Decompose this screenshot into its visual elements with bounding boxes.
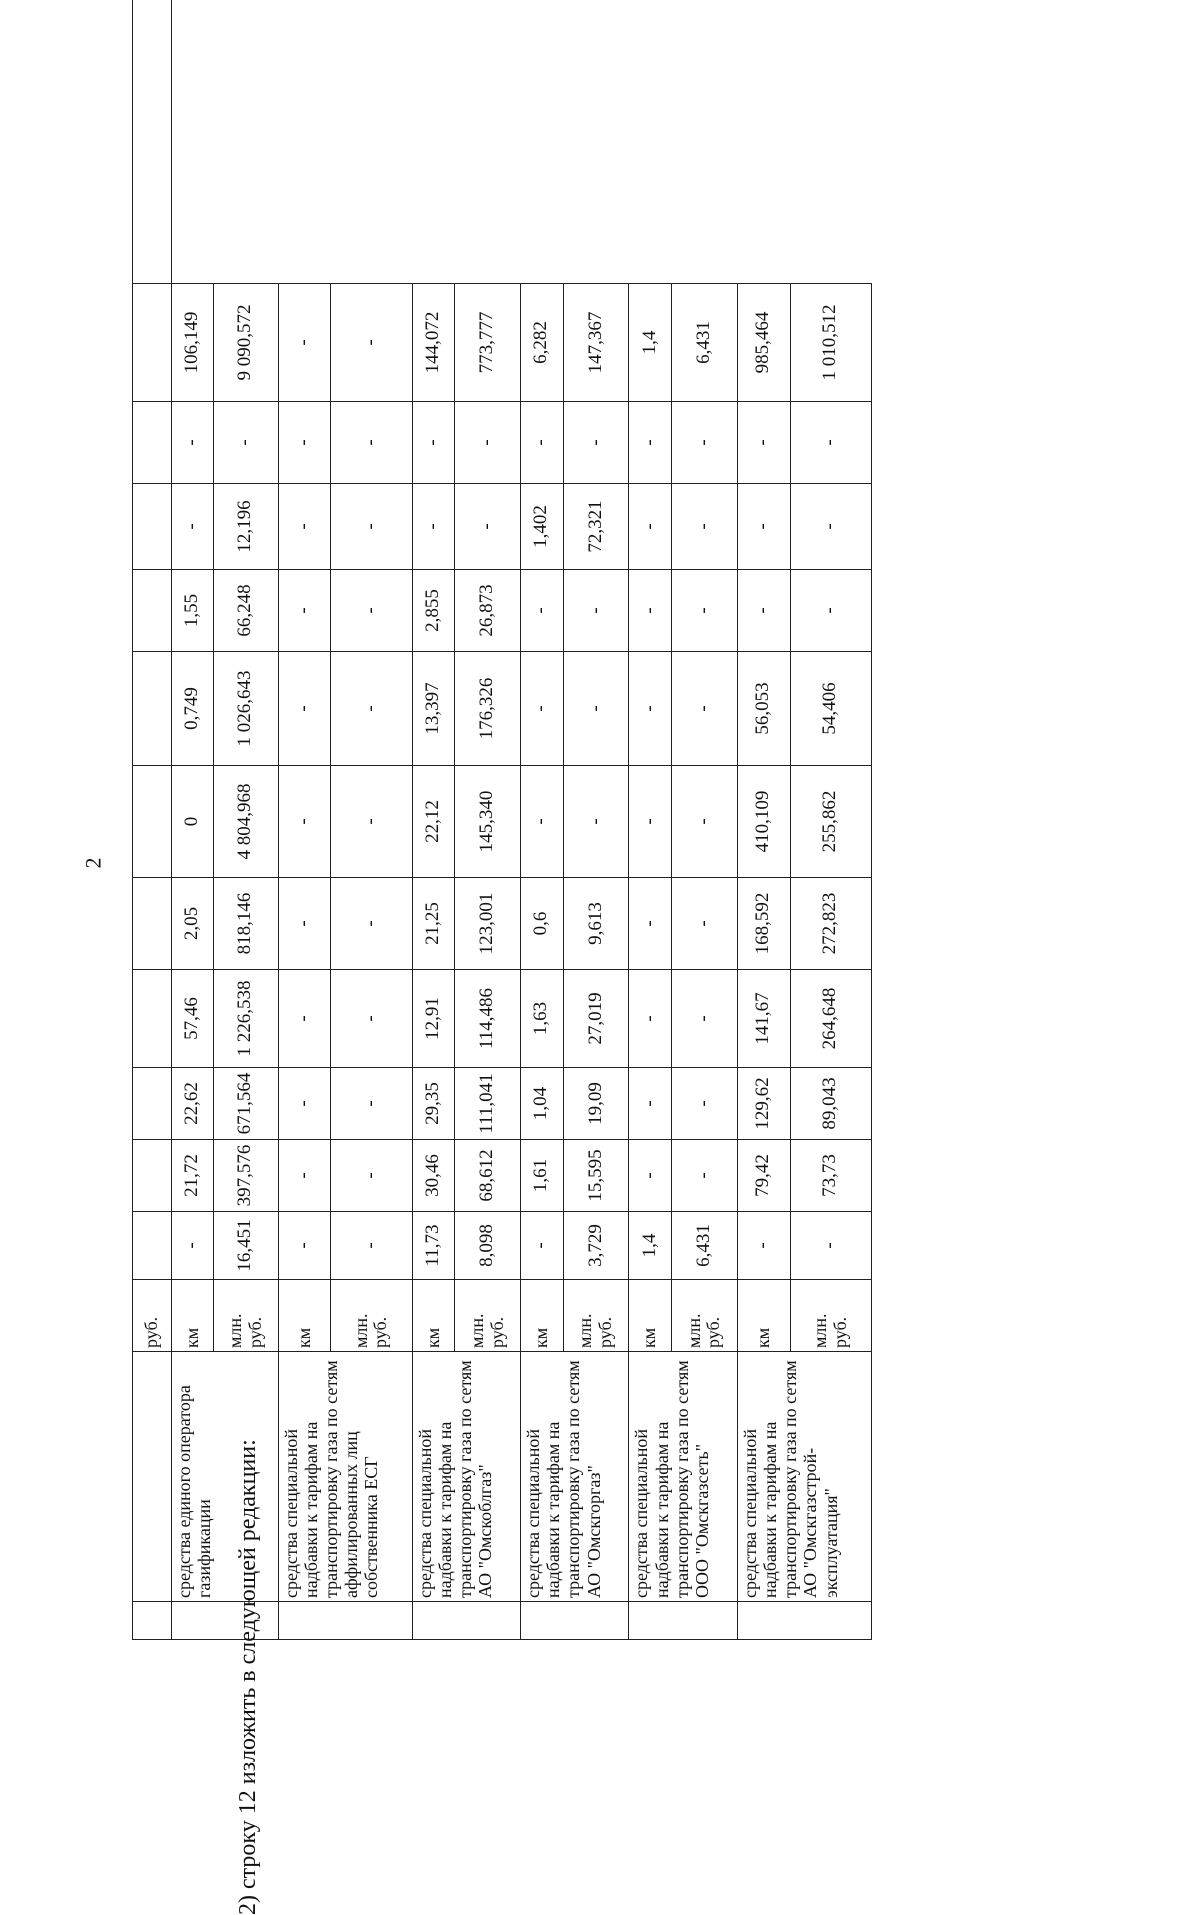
value-cell: 22,12 — [412, 766, 455, 878]
value-cell: - — [790, 484, 871, 570]
value-cell: 12,196 — [214, 484, 279, 570]
unit-cell: млн. руб. — [672, 1280, 738, 1352]
value-cell: 8,098 — [455, 1212, 521, 1280]
value-cell: 0,6 — [521, 878, 564, 970]
value-cell: 73,73 — [790, 1140, 871, 1212]
blank-cell — [133, 1352, 172, 1602]
value-cell: - — [172, 484, 214, 570]
table-row — [412, 0, 455, 1640]
value-cell: - — [455, 402, 521, 484]
value-cell: - — [278, 766, 331, 878]
value-cell: - — [331, 484, 412, 570]
value-cell: - — [521, 1212, 564, 1280]
value-cell: - — [672, 570, 738, 652]
value-cell: - — [629, 878, 672, 970]
value-cell: - — [672, 484, 738, 570]
value-cell: 13,397 — [412, 652, 455, 766]
value-cell: - — [172, 1212, 214, 1280]
footnote-text: 2) строку 12 изложить в следующей редакции: — [235, 1439, 261, 1915]
value-cell: - — [563, 570, 629, 652]
total-cell: - — [278, 284, 331, 402]
blank-cell — [133, 970, 172, 1068]
value-cell: 410,109 — [737, 766, 790, 878]
value-cell: - — [672, 1140, 738, 1212]
value-cell: - — [278, 1212, 331, 1280]
value-cell: 56,053 — [737, 652, 790, 766]
value-cell: - — [278, 570, 331, 652]
value-cell: - — [629, 970, 672, 1068]
total-cell: 6,282 — [521, 284, 564, 402]
value-cell: - — [672, 652, 738, 766]
value-cell: - — [214, 402, 279, 484]
blank-cell — [412, 1602, 520, 1640]
value-cell: 6,431 — [672, 1212, 738, 1280]
blank-cell — [278, 1602, 412, 1640]
total-cell: 1 010,512 — [790, 284, 871, 402]
value-cell: - — [331, 1068, 412, 1140]
value-cell: 264,648 — [790, 970, 871, 1068]
value-cell: 89,043 — [790, 1068, 871, 1140]
value-cell: - — [278, 1068, 331, 1140]
unit-cell: млн. руб. — [455, 1280, 521, 1352]
blank-cell — [133, 878, 172, 970]
value-cell: - — [672, 1068, 738, 1140]
value-cell: 26,873 — [455, 570, 521, 652]
total-cell: 147,367 — [563, 284, 629, 402]
value-cell: 15,595 — [563, 1140, 629, 1212]
unit-cell: км — [412, 1280, 455, 1352]
blank-cell — [521, 1602, 629, 1640]
value-cell: - — [331, 402, 412, 484]
total-cell: - — [331, 284, 412, 402]
funding-source-name: средства специальной надбавки к тарифам на транспортировку газа по сетям ООО "Омскгазсеть" — [629, 1352, 737, 1602]
blank-cell — [133, 402, 172, 484]
value-cell: - — [672, 878, 738, 970]
value-cell: 66,248 — [214, 570, 279, 652]
total-cell: 6,431 — [672, 284, 738, 402]
value-cell: 27,019 — [563, 970, 629, 1068]
unit-cell: км — [629, 1280, 672, 1352]
value-cell: 2,855 — [412, 570, 455, 652]
blank-cell — [737, 1602, 871, 1640]
value-cell: 1,402 — [521, 484, 564, 570]
value-cell: 671,564 — [214, 1068, 279, 1140]
value-cell: - — [629, 652, 672, 766]
value-cell: 1,61 — [521, 1140, 564, 1212]
value-cell: 1,04 — [521, 1068, 564, 1140]
blank-cell — [133, 652, 172, 766]
unit-cell: км — [278, 1280, 331, 1352]
page-number: 2 — [80, 857, 106, 869]
value-cell: - — [521, 652, 564, 766]
value-cell: 1,4 — [629, 1212, 672, 1280]
value-cell: 68,612 — [455, 1140, 521, 1212]
value-cell: 57,46 — [172, 970, 214, 1068]
value-cell: 111,041 — [455, 1068, 521, 1140]
value-cell: - — [790, 1212, 871, 1280]
value-cell: 255,862 — [790, 766, 871, 878]
value-cell: - — [278, 402, 331, 484]
value-cell: 4 804,968 — [214, 766, 279, 878]
value-cell: 0,749 — [172, 652, 214, 766]
value-cell: - — [737, 570, 790, 652]
value-cell: - — [521, 766, 564, 878]
value-cell: - — [278, 970, 331, 1068]
value-cell: 1 226,538 — [214, 970, 279, 1068]
value-cell: 21,25 — [412, 878, 455, 970]
value-cell: - — [629, 570, 672, 652]
value-cell: - — [331, 766, 412, 878]
blank-cell — [133, 766, 172, 878]
value-cell: 9,613 — [563, 878, 629, 970]
unit-cell: млн. руб. — [563, 1280, 629, 1352]
value-cell: 123,001 — [455, 878, 521, 970]
value-cell: - — [672, 766, 738, 878]
value-cell: - — [172, 402, 214, 484]
table-row — [629, 0, 672, 1640]
value-cell: 141,67 — [737, 970, 790, 1068]
value-cell: 1,55 — [172, 570, 214, 652]
unit-cell: млн. руб. — [790, 1280, 871, 1352]
value-cell: - — [629, 484, 672, 570]
blank-cell — [133, 1212, 172, 1280]
value-cell: 0 — [172, 766, 214, 878]
total-cell: 1,4 — [629, 284, 672, 402]
value-cell: - — [790, 570, 871, 652]
funding-source-name: средства специальной надбавки к тарифам на транспортировку газа по сетям АО "Омскоблгаз" — [412, 1352, 520, 1602]
blank-cell — [133, 1140, 172, 1212]
value-cell: - — [629, 402, 672, 484]
blank-cell — [133, 0, 172, 284]
unit-cell: км — [172, 1280, 214, 1352]
value-cell: 29,35 — [412, 1068, 455, 1140]
value-cell: 145,340 — [455, 766, 521, 878]
value-cell: 54,406 — [790, 652, 871, 766]
value-cell: 397,576 — [214, 1140, 279, 1212]
table-row — [278, 0, 331, 1640]
value-cell: - — [278, 652, 331, 766]
value-cell: 30,46 — [412, 1140, 455, 1212]
value-cell: 272,823 — [790, 878, 871, 970]
unit-cell: км — [737, 1280, 790, 1352]
value-cell: - — [563, 766, 629, 878]
value-cell: 19,09 — [563, 1068, 629, 1140]
blank-cell — [133, 1068, 172, 1140]
total-cell: 773,777 — [455, 284, 521, 402]
value-cell: - — [737, 1212, 790, 1280]
value-cell: - — [563, 402, 629, 484]
table-row — [133, 0, 172, 1640]
value-cell: - — [331, 1212, 412, 1280]
unit-cell: млн. руб. — [214, 1280, 279, 1352]
value-cell: - — [629, 1140, 672, 1212]
value-cell: - — [629, 766, 672, 878]
value-cell: - — [672, 970, 738, 1068]
value-cell: - — [331, 1140, 412, 1212]
value-cell: 79,42 — [737, 1140, 790, 1212]
value-cell: - — [790, 402, 871, 484]
value-cell: 12,91 — [412, 970, 455, 1068]
funding-source-name: средства единого оператора газификации — [172, 1352, 278, 1602]
value-cell: 1,63 — [521, 970, 564, 1068]
value-cell: - — [455, 484, 521, 570]
value-cell: - — [278, 878, 331, 970]
value-cell: - — [278, 484, 331, 570]
total-cell: 9 090,572 — [214, 284, 279, 402]
value-cell: - — [412, 402, 455, 484]
value-cell: 176,326 — [455, 652, 521, 766]
value-cell: 129,62 — [737, 1068, 790, 1140]
blank-cell — [133, 570, 172, 652]
value-cell: - — [331, 570, 412, 652]
value-cell: 72,321 — [563, 484, 629, 570]
table-row — [172, 0, 214, 1640]
value-cell: - — [629, 1068, 672, 1140]
total-cell: 144,072 — [412, 284, 455, 402]
value-cell: 168,592 — [737, 878, 790, 970]
value-cell: 3,729 — [563, 1212, 629, 1280]
value-cell: 21,72 — [172, 1140, 214, 1212]
funding-source-name: средства специальной надбавки к тарифам на транспортировку газа по сетям АО "Омскгазстрой-эксплуатация" — [737, 1352, 871, 1602]
value-cell: 1 026,643 — [214, 652, 279, 766]
value-cell: - — [737, 484, 790, 570]
value-cell: - — [331, 652, 412, 766]
value-cell: 2,05 — [172, 878, 214, 970]
value-cell: - — [672, 402, 738, 484]
blank-cell — [629, 1602, 737, 1640]
total-cell: 106,149 — [172, 284, 214, 402]
blank-cell — [133, 1602, 172, 1640]
blank-cell — [133, 484, 172, 570]
value-cell: - — [521, 402, 564, 484]
value-cell: 11,73 — [412, 1212, 455, 1280]
unit-cell: млн. руб. — [331, 1280, 412, 1352]
value-cell: 818,146 — [214, 878, 279, 970]
value-cell: - — [412, 484, 455, 570]
unit-cell: руб. — [133, 1280, 172, 1352]
value-cell: 16,451 — [214, 1212, 279, 1280]
value-cell: - — [331, 878, 412, 970]
blank-cell — [172, 1602, 278, 1640]
value-cell: - — [278, 1140, 331, 1212]
value-cell: - — [331, 970, 412, 1068]
table-row — [737, 0, 790, 1640]
total-cell: 985,464 — [737, 284, 790, 402]
funding-source-name: средства специальной надбавки к тарифам на транспортировку газа по сетям аффилированных лиц собственника ЕСГ — [278, 1352, 412, 1602]
unit-cell: км — [521, 1280, 564, 1352]
value-cell: - — [737, 402, 790, 484]
value-cell: 114,486 — [455, 970, 521, 1068]
blank-cell — [133, 284, 172, 402]
value-cell: 22,62 — [172, 1068, 214, 1140]
table-row — [521, 0, 564, 1640]
value-cell: - — [521, 570, 564, 652]
value-cell: - — [563, 652, 629, 766]
funding-source-name: средства специальной надбавки к тарифам на транспортировку газа по сетям АО "Омскгоргаз" — [521, 1352, 629, 1602]
